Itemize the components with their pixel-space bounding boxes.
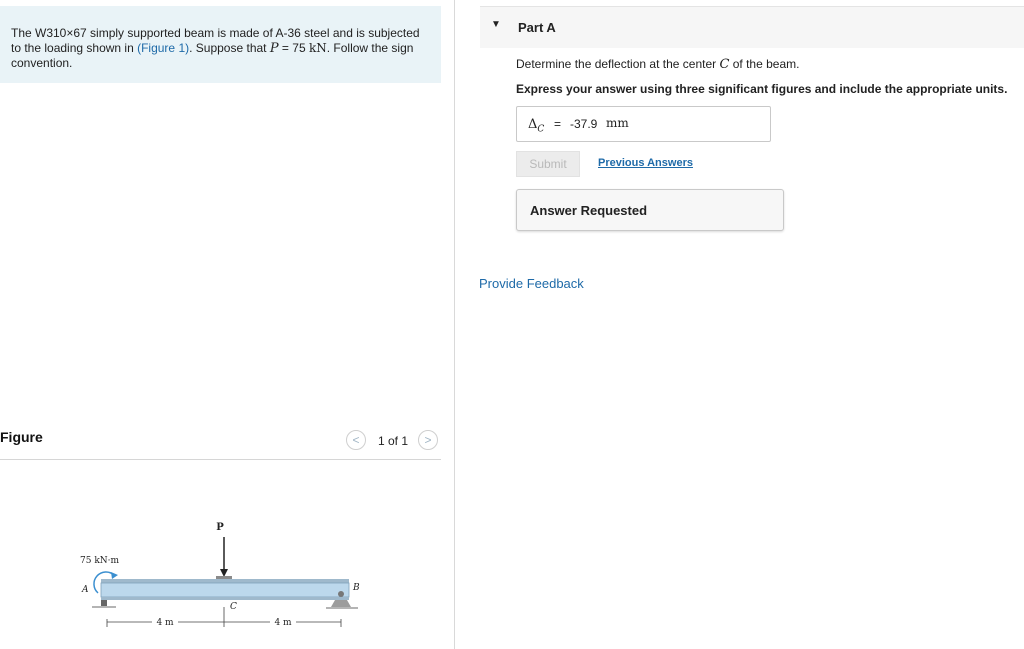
problem-text-3: . Suppose that <box>189 41 270 55</box>
answer-field[interactable] <box>516 106 771 142</box>
answer-equals: = <box>554 117 562 131</box>
left-panel <box>0 0 455 649</box>
answer-unit[interactable]: mm <box>606 116 629 130</box>
answer-subscript: C <box>537 124 545 135</box>
answer-label <box>528 117 544 135</box>
load-p-arrowhead <box>220 569 228 577</box>
beam-bottom-flange <box>101 597 349 600</box>
problem-text-2: 67 simply supported beam is made of A-36 steel and is subjected to the loading shown in <box>11 26 420 55</box>
var-p: P <box>269 41 279 56</box>
question-var-c: C <box>719 57 730 72</box>
center-c-label: C <box>230 602 237 612</box>
beam-figure <box>70 515 370 635</box>
previous-answers-link[interactable]: Previous Answers <box>598 157 693 169</box>
instruction-text: Express your answer using three significant figures and include the appropriate units. <box>516 82 1008 96</box>
beam-top-flange <box>101 579 349 583</box>
delta-symbol: Δ <box>528 117 538 132</box>
problem-eq: = 75 <box>278 41 309 55</box>
support-a-label: A <box>82 585 89 595</box>
answer-requested-box: Answer Requested <box>516 189 784 231</box>
part-a-header[interactable] <box>480 6 1024 48</box>
load-p-label: P <box>216 522 224 533</box>
beam-web <box>101 583 349 597</box>
part-title: Part A <box>518 20 556 35</box>
figure-header <box>0 426 441 460</box>
dim-left-label: 4 m <box>156 618 174 628</box>
right-panel <box>455 0 1024 649</box>
figure-title: Figure <box>0 429 43 445</box>
problem-text-4: . Follow the sign convention. <box>11 41 414 70</box>
support-b-rocker <box>331 600 351 607</box>
moment-arrowhead <box>111 572 118 579</box>
question-text <box>516 57 799 72</box>
triangle-down-icon[interactable]: ▼ <box>491 19 501 30</box>
figure-link[interactable]: (Figure 1) <box>137 41 190 55</box>
times-symbol: × <box>66 26 74 40</box>
submit-button[interactable]: Submit <box>516 151 580 177</box>
problem-statement <box>0 6 441 83</box>
moment-label: 75 kN·m <box>80 556 120 566</box>
figure-pager: 1 of 1 <box>378 434 409 448</box>
provide-feedback-link[interactable]: Provide Feedback <box>479 276 584 291</box>
dim-right-label: 4 m <box>274 618 292 628</box>
answer-value[interactable]: -37.9 <box>570 117 598 131</box>
chevron-left-icon: < <box>352 433 360 447</box>
support-a-pin <box>101 600 107 606</box>
question-text-1: Determine the deflection at the center <box>516 57 720 71</box>
unit-kn: kN <box>308 41 327 55</box>
prev-figure-button[interactable] <box>346 430 366 450</box>
chevron-right-icon: > <box>424 433 432 447</box>
problem-text-1: The W310 <box>11 26 67 40</box>
next-figure-button[interactable] <box>418 430 438 450</box>
question-text-2: of the beam. <box>729 57 800 71</box>
support-b-pin <box>338 591 344 597</box>
support-b-label: B <box>353 583 360 593</box>
